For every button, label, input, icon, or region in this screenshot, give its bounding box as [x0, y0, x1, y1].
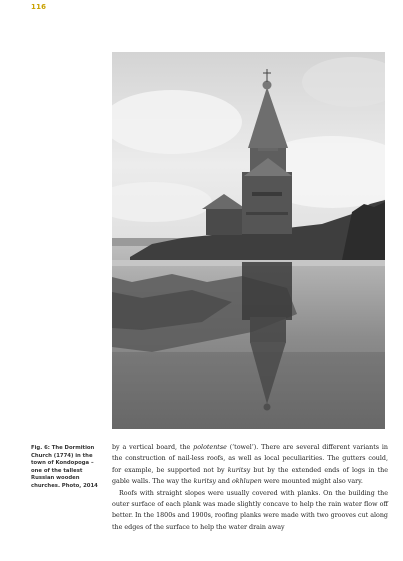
paragraph-2	[112, 488, 388, 534]
text-run: and	[215, 478, 232, 486]
italic-term: kuritsy	[227, 466, 251, 474]
text-run: (‘towel’). There are several different variants in the construction of nail-less roofs, as well as local peculiarities. The gutters could, for example, be supported not by	[112, 444, 388, 474]
italic-term: okhlupen	[231, 478, 262, 486]
text-run: were mounted might also vary.	[261, 478, 363, 486]
text-run: but by the extended ends of logs in the gable walls. The way the	[112, 466, 389, 486]
italic-term: kuritsy	[193, 478, 216, 486]
church-photograph-drawing	[112, 52, 385, 429]
italic-term: polotentse	[193, 444, 227, 451]
church-photograph	[112, 52, 385, 429]
text-run: by a vertical board, the	[112, 444, 194, 451]
paragraph-1	[112, 442, 388, 488]
page-number: 116	[31, 3, 47, 11]
text-run: Roofs with straight slopes were usually covered with planks. On the building the outer surface of each plank was made slightly concave to help the rain water flow off better. In the 1800s and 1900s, roofing planks were made with two grooves cut along the edges of the surface to help the water drain away	[112, 489, 388, 531]
body-text	[112, 442, 388, 533]
figure-caption: Fig. 6: The Dormition Church (1774) in the town of Kondopoga – one of the tallest Russian wooden churches. Photo, 2014	[31, 445, 98, 489]
